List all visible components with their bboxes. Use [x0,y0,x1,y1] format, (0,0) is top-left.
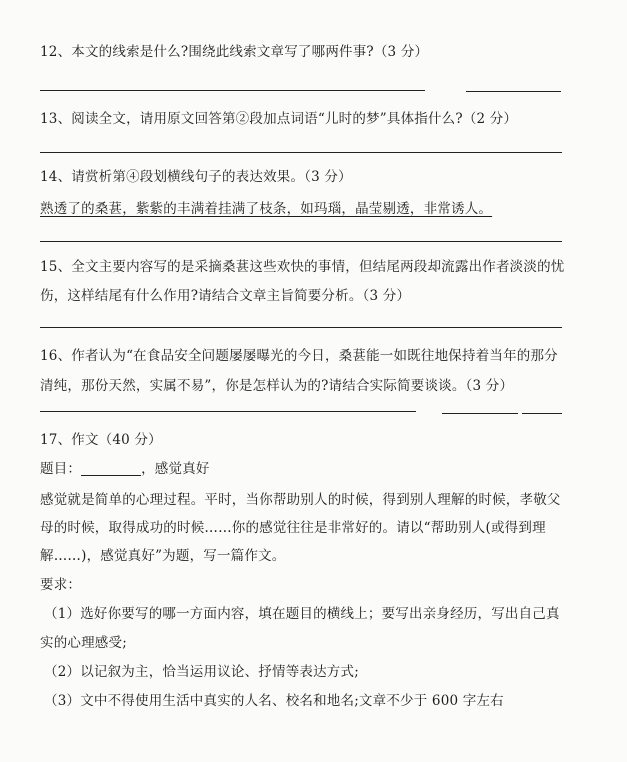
essay-title-suffix: ，感觉真好 [141,461,210,477]
question-12: 12、本文的线索是什么?围绕此线索文章写了哪两件事?（3 分） [40,44,429,60]
requirement-1-line2: 实的心理感受; [40,635,127,651]
question-14: 14、请赏析第④段划横线句子的表达效果。（3 分） [40,169,352,185]
answer-line-13 [40,152,562,153]
essay-title-prefix: 题目： [40,461,82,477]
answer-line-16b [442,413,518,414]
question-17: 17、作文（40 分） [40,432,162,448]
requirement-3: （3）文中不得使用生活中真实的人名、校名和地名;文章不少于 600 字左右 [44,693,504,709]
question-13: 13、阅读全文，请用原文回答第②段加点词语“儿时的梦”具体指什么?（2 分） [40,111,518,127]
answer-line-16c [522,413,562,414]
requirements-label: 要求： [40,577,82,593]
essay-title [40,457,210,477]
question-16-line1: 16、作者认为“在食品安全问题屡屡曝光的今日，桑葚能一如既往地保持着当年的那分 [40,348,558,364]
question-15-line1: 15、全文主要内容写的是采摘桑葚这些欢快的事情，但结尾两段却流露出作者淡淡的忧 [40,259,565,275]
answer-line-14 [40,241,562,242]
essay-intro-line2: 母的时候，取得成功的时候……你的感觉往往是非常好的。请以“帮助别人(或得到理 [40,520,546,536]
requirement-2: （2）以记叙为主，恰当运用议论、抒情等表达方式; [44,664,359,680]
quoted-sentence-14: 熟透了的桑葚，紫紫的丰满着挂满了枝条，如玛瑙，晶莹剔透，非常诱人。 [40,201,493,217]
question-16-line2: 清纯，那份天然，实属不易”，你是怎样认为的?请结合实际简要谈谈。（3 分） [40,378,514,394]
answer-line-12b [466,91,561,92]
question-15-line2: 伤，这样结尾有什么作用?请结合文章主旨简要分析。（3 分） [40,288,411,304]
essay-title-blank [81,461,141,476]
answer-line-16a [40,411,416,412]
answer-line-12a [40,90,425,91]
essay-intro-line1: 感觉就是简单的心理过程。平时，当你帮助别人的时候，得到别人理解的时候，孝敬父 [40,492,561,508]
requirement-1-line1: （1）选好你要写的哪一方面内容，填在题目的横线上；要写出亲身经历，写出自己真 [44,606,560,622]
essay-intro-line3: 解……)，感觉真好”为题，写一篇作文。 [40,548,286,564]
answer-line-15 [40,327,562,328]
